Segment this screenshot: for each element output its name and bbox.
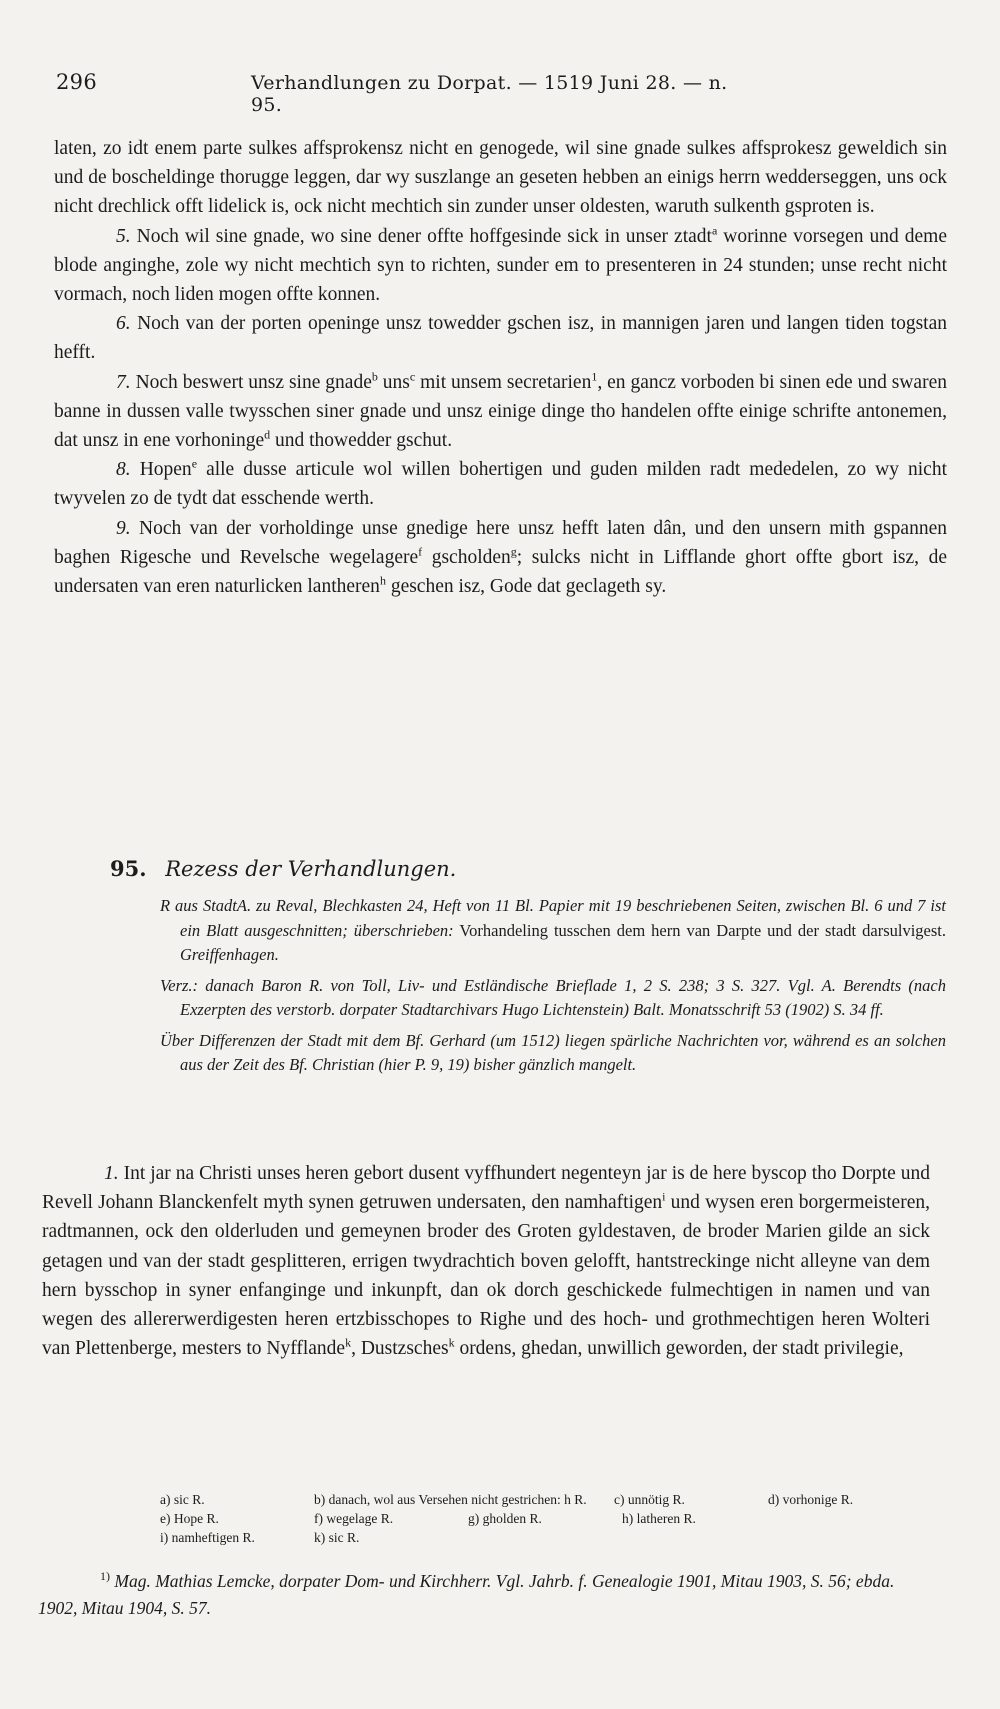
paragraph-number: 9.: [116, 517, 131, 539]
source-description: R aus StadtA. zu Reval, Blechkasten 24, Heft von 11 Bl. Papier mit 19 beschriebenen Seiten, zwischen Bl. 6 und 7 ist ein Blatt ausgeschnitten; überschrieben:: [160, 896, 946, 940]
variant-a: a) sic R.: [160, 1492, 205, 1507]
paragraph-5: [54, 222, 947, 310]
footnote-1: [38, 1563, 938, 1622]
section-number: 95.: [110, 856, 147, 881]
paragraph-text: geschen isz, Gode dat geclageth sy.: [385, 576, 667, 598]
paragraph-text: gscholden: [422, 546, 511, 568]
variant-k: k) sic R.: [314, 1530, 360, 1545]
editorial-notes: [160, 894, 946, 1084]
variant-mark: i: [662, 1189, 666, 1204]
paragraph-text: ordens, ghedan, unwillich geworden, der stadt privilegie,: [454, 1338, 904, 1360]
main-text-section-94: [54, 134, 947, 601]
paragraph-number: 8.: [116, 459, 131, 481]
variant-mark: c: [409, 369, 416, 384]
variant-mark: b: [371, 369, 378, 384]
paragraph-text: alle dusse articule wol willen bohertigen und guden milden radt mededelen, zo wy nicht twyvelen zo de tydt dat esschende werth.: [54, 459, 948, 510]
apparatus-row: [160, 1509, 930, 1528]
running-title: Verhandlungen zu Dorpat. — 1519 Juni 28. — n. 95.: [251, 72, 728, 116]
variant-g: g) gholden R.: [468, 1511, 542, 1526]
paragraph-8: [54, 455, 947, 513]
footnote-mark: 1): [100, 1569, 110, 1583]
paragraph-9: [54, 514, 947, 602]
paragraph-text: Noch wil sine gnade, wo sine dener offte hoffgesinde sick in unser ztadt: [136, 225, 712, 247]
variant-d: d) vorhonige R.: [768, 1492, 854, 1507]
paragraph-6: [54, 309, 947, 367]
paragraph-text: worinne vorsegen und deme blode anginghe, zole wy nicht mechtich syn to richten, sunder em to presenteren in 24 stunden; unse recht nicht vormach, noch liden mogen offte konnen.: [54, 225, 947, 306]
paragraph-text: mit unsem secretarien: [415, 371, 592, 393]
source-heading-quote: Vorhandeling tusschen dem hern van Darpte und der stadt darsulvigest.: [453, 920, 946, 940]
paragraph-text: ; sulcks nicht in Lifflande ghort offte gbort isz, de undersaten van eren naturlicken lantheren: [54, 546, 947, 598]
section-title: Rezess der Verhandlungen.: [165, 857, 457, 881]
paragraph-continuation: laten, zo idt enem parte sulkes affsprokensz nicht en genogede, wil sine gnade sulkes affsprokesz geweldich sin und de boscheldinge thorugge leggen, dar wy suszlange an geseten hebben an einigs herrn wedderseggen, uns ock nicht drechlick offt lidelick is, ock nicht mechtich sin zunder unser oldesten, waruth sulkenth gsproten is.: [54, 138, 947, 218]
paragraph-text: Int jar na Christi unses heren gebort dusent vyffhundert negenteyn jar is de here byscop tho Dorpte und Revell Johann Blanckenfelt myth synen getruwen undersaten, den namhaftigen: [42, 1163, 931, 1214]
variant-mark: k: [448, 1335, 455, 1350]
paragraph-text: und thowedder gschut.: [270, 430, 453, 452]
variant-mark: h: [379, 573, 386, 588]
footnote-text: Mag. Mathias Lemcke, dorpater Dom- und Kirchherr. Vgl. Jahrb. f. Genealogie 1901, Mitau 1903, S. 56; ebda. 1902, Mitau 1904, S. 57.: [38, 1570, 895, 1618]
paragraph-number: 6.: [116, 313, 131, 335]
paragraph-text: Noch beswert unsz sine gnade: [135, 371, 372, 393]
variant-mark: g: [510, 544, 517, 559]
variant-mark: a: [711, 223, 718, 238]
variant-c: c) unnötig R.: [614, 1492, 685, 1507]
variant-mark: d: [264, 427, 271, 442]
paragraph-7: [54, 368, 947, 456]
variant-mark: k: [345, 1335, 352, 1350]
variant-mark: e: [191, 456, 198, 471]
variant-apparatus: [160, 1490, 930, 1547]
variant-e: e) Hope R.: [160, 1511, 219, 1526]
source-note: [160, 894, 946, 968]
apparatus-row: [160, 1528, 930, 1547]
paragraph-text: , Dustzsches: [351, 1338, 449, 1360]
variant-h: h) latheren R.: [622, 1511, 696, 1526]
paragraph-1: [42, 1159, 930, 1363]
section-heading-95: [110, 856, 456, 881]
paragraph-text: Hopen: [139, 459, 192, 481]
context-note: Über Differenzen der Stadt mit dem Bf. Gerhard (um 1512) liegen spärliche Nachrichten vor, während es an solchen aus der Zeit des Bf. Christian (hier P. 9, 19) bisher gänzlich mangelt.: [160, 1030, 946, 1074]
paragraph-text: Noch van der vorholdinge unse gnedige here unsz hefft laten dân, und den unsern mith gspannen baghen Rigesche und Revelsche wegelagere: [54, 517, 947, 568]
paragraph-text: , en gancz vorboden bi sinen ede und swaren banne in dussen valle twysschen siner gnade und unsz einige dinge tho handelen offte einige schrifte antonemen, dat unsz in ene vorhoninge: [54, 371, 947, 452]
apparatus-row: [160, 1490, 930, 1509]
variant-f: f) wegelage R.: [314, 1511, 394, 1526]
variant-b: b) danach, wol aus Versehen nicht gestrichen: h R.: [314, 1492, 587, 1507]
page-number: 296: [56, 70, 97, 94]
paragraph-number: 1.: [104, 1163, 119, 1184]
paragraph-number: 7.: [116, 371, 131, 393]
paragraph-number: 5.: [116, 225, 131, 247]
footnote-mark: 1: [591, 369, 598, 384]
source-scribe: Greiffenhagen.: [180, 945, 279, 964]
variant-i: i) namheftigen R.: [160, 1530, 255, 1545]
paragraph-text: Noch van der porten openinge unsz towedder gschen isz, in mannigen jaren und langen tiden togstan hefft.: [54, 313, 947, 364]
paragraph-text: und wysen eren borgermeisteren, radtmannen, ock den olderluden und gemeynen broder des Groten gyldestaven, de broder Marien gilde an sick getagen und van der stadt gesplitteren, errigen twydrachtich boven gelofft, hantstreckinge nicht alleyne van dem hern bysschop in syner enfanginge und inkunpft, dan ok dorch geschickede fulmechtigen in namen und van wegen des allererwerdigesten heren ertzbisschopes to Righe und des hoch- und grothmechtigen heren Wolteri van Plettenberge, mesters to Nyfflande: [42, 1192, 930, 1360]
main-text-section-95: [42, 1159, 930, 1363]
register-note: Verz.: danach Baron R. von Toll, Liv- und Estländische Brieflade 1, 2 S. 238; 3 S. 327. Vgl. A. Berendts (nach Exzerpten des verstorb. dorpater Stadtarchivars Hugo Lichtenstein) Balt. Monatsschrift 53 (1902) S. 34 ff.: [160, 975, 946, 1019]
variant-mark: f: [418, 544, 423, 559]
paragraph-text: uns: [377, 371, 410, 393]
